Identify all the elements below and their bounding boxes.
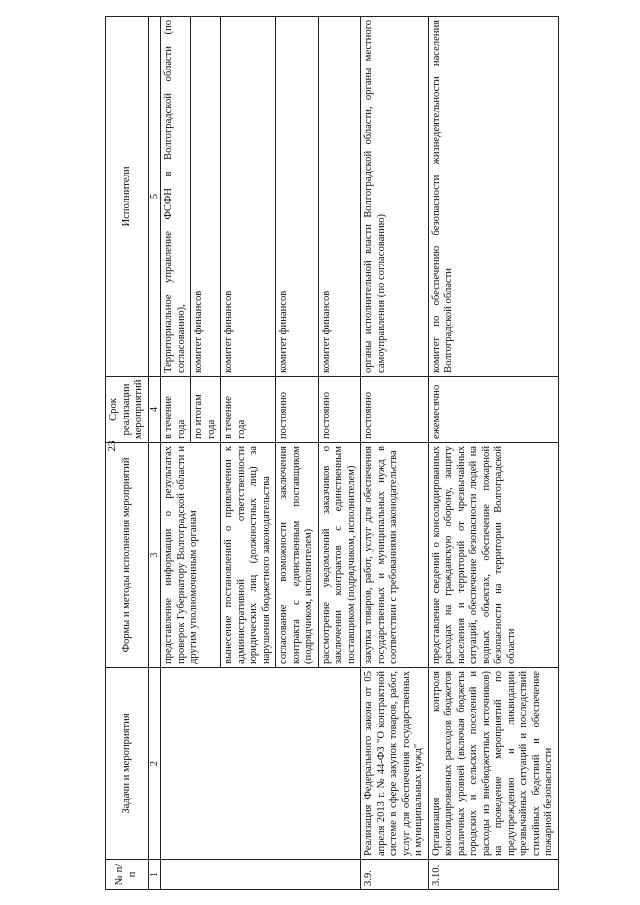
row-num: 3.9. [361,860,429,890]
col-number: 1 [148,860,161,890]
header-forms: Формы и методы исполнения мероприятий [106,443,149,668]
column-number-row [148,17,161,890]
row-num [161,860,361,890]
row-term: по итогам года [191,377,221,443]
header-term: Срок реализации мероприятий [106,377,149,443]
row-task: Организация контроля консолидированных расходов бюджетов различных уровней (включая бюджеты городских и сельских поселений и расходы из внебюджетных источников) на проведение мероприятий по предупреждению и ликвидации чрезвычайных ситуаций и последствий стихийных бедствий и обеспечение пожарной безопасности [428,668,558,860]
row-term: в течение года [161,377,191,443]
col-number: 3 [148,443,161,668]
table-row [361,17,429,890]
row-form: представление сведений о консолидированных расходах на гражданскую оборону, защиту населения и территорий от чрезвычайных ситуаций, обеспечение безопасности людей на водных объектах, обеспечение пожарной безопасности на территории Волгоградской области [428,443,558,668]
header-num: № п/п [106,860,149,890]
row-form: вынесение постановлений о привлечении к административной ответственности юридических лиц (должностных лиц) за нарушения бюджетного законодательства [221,443,276,668]
row-form: согласование возможности заключения контракта с единственным поставщиком (подрядчиком, исполнителем) [276,443,319,668]
row-form: закупка товаров, работ, услуг для обеспечения государственных и муниципальных нужд в соответствии с требованиями законодательства [361,443,429,668]
col-number: 4 [148,377,161,443]
row-form: представление информации о результатах проверок Губернатору Волгоградской области и другим уполномоченным органам [161,443,221,668]
col-number: 5 [148,17,161,377]
row-exec: комитет финансов [318,17,361,377]
row-exec: Территориальное управление ФСФН в Волгоградской области (по согласованию), [161,17,191,377]
row-num: 3.10. [428,860,558,890]
row-term: постоянно [318,377,361,443]
row-term: ежемесячно [428,377,558,443]
row-exec: комитет финансов [191,17,221,377]
table-row [428,17,558,890]
col-number: 2 [148,668,161,860]
row-exec: комитет финансов [276,17,319,377]
table-row [161,17,191,890]
row-term: в течение года [221,377,276,443]
row-form: рассмотрение уведомлений заказчиков о заключении контрактов с единственным поставщиком (подрядчиком, исполнителем) [318,443,361,668]
page-number: 23 [106,440,118,452]
header-tasks: Задачи и мероприятия [106,668,149,860]
row-task: Реализация Федерального закона от 05 апреля 2013 г. № 44-ФЗ "О контрактной системе в сфере закупок товаров, работ, услуг для обеспечения государственных и муниципальных нужд" [361,668,429,860]
row-term: постоянно [276,377,319,443]
table-header-row [106,17,149,890]
row-exec: комитет по обеспечению безопасности жизнедеятельности населения Волгоградской области [428,17,558,377]
row-task [161,668,361,860]
row-exec: органы исполнительной власти Волгоградской области, органы местного самоуправления (по согласованию) [361,17,429,377]
row-term: постоянно [361,377,429,443]
header-exec: Исполнители [106,17,149,377]
row-exec: комитет финансов [221,17,276,377]
measures-table [105,16,559,890]
rotated-page-content [105,17,625,890]
